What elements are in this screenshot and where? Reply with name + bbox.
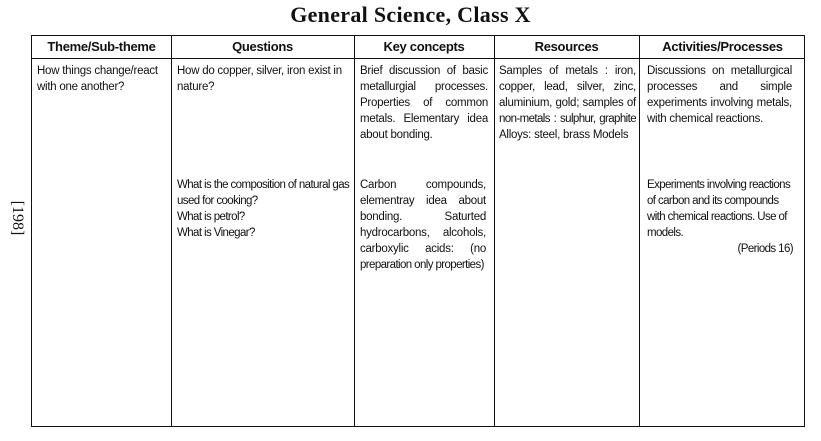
- curriculum-table: [31, 35, 805, 427]
- cell-line: Samples of metals : iron,: [499, 65, 636, 77]
- header-resources: Resources: [534, 39, 599, 54]
- cell-line: Discussions on metallurgical: [647, 65, 792, 77]
- cell-line: How things change/react: [37, 65, 158, 77]
- cell-line: What is the composition of natural gas: [177, 179, 350, 191]
- page-number: [198]: [9, 200, 26, 236]
- cell-line: of carbon and its compounds: [647, 195, 779, 207]
- cell-line: How do copper, silver, iron exist in: [177, 65, 342, 77]
- cell-line: preparation only properties): [360, 259, 484, 271]
- row2-activities-cell: [647, 177, 793, 257]
- cell-line: aluminium, gold; samples of: [499, 97, 636, 109]
- cell-line: with chemical reactions.: [647, 113, 764, 125]
- cell-line: metallurgial processes.: [360, 81, 488, 93]
- cell-line: bonding. Saturted: [360, 211, 486, 223]
- cell-line: elementray idea about: [360, 195, 486, 207]
- cell-line: metals. Elementary idea: [360, 113, 488, 125]
- header-key-concepts: Key concepts: [383, 39, 465, 54]
- row1-key-concepts-cell: [360, 63, 488, 143]
- cell-line: about bonding.: [360, 129, 433, 141]
- header-activities: Activities/Processes: [662, 39, 783, 54]
- column-divider: [494, 36, 495, 426]
- cell-line: processes and simple: [647, 81, 792, 93]
- row1-activities-cell: [647, 63, 792, 127]
- cell-line: Carbon compounds,: [360, 179, 486, 191]
- header-divider: [32, 58, 804, 59]
- cell-line: What is petrol?: [177, 211, 245, 223]
- column-divider: [171, 36, 172, 426]
- cell-line: used for cooking?: [177, 195, 258, 207]
- row1-theme-cell: [37, 63, 169, 95]
- row2-key-concepts-cell: [360, 177, 486, 273]
- header-questions: Questions: [232, 39, 293, 54]
- row1-questions-cell: [177, 63, 351, 95]
- cell-line: nature?: [177, 81, 215, 93]
- row2-questions-cell: [177, 177, 351, 241]
- header-theme: Theme/Sub-theme: [47, 39, 156, 54]
- cell-line: non-metals : sulphur, graphite: [499, 113, 636, 125]
- column-divider: [639, 36, 640, 426]
- cell-line: Experiments involving reactions: [647, 179, 791, 191]
- cell-line: hydrocarbons, alcohols,: [360, 227, 486, 239]
- cell-line: What is Vinegar?: [177, 227, 255, 239]
- cell-line: with one another?: [37, 81, 125, 93]
- cell-line: Brief discussion of basic: [360, 65, 488, 77]
- cell-line: Properties of common: [360, 97, 488, 109]
- row1-resources-cell: [499, 63, 636, 143]
- cell-line: copper, lead, silver, zinc,: [499, 81, 636, 93]
- column-divider: [354, 36, 355, 426]
- cell-line: carboxylic acids: (no: [360, 243, 486, 255]
- cell-line: models.: [647, 227, 684, 239]
- cell-line: with chemical reactions. Use of: [647, 211, 787, 223]
- periods-label: (Periods 16): [737, 243, 793, 255]
- cell-line: Alloys: steel, brass Models: [499, 129, 629, 141]
- page-title: General Science, Class X: [290, 2, 531, 27]
- cell-line: experiments involving metals,: [647, 97, 792, 109]
